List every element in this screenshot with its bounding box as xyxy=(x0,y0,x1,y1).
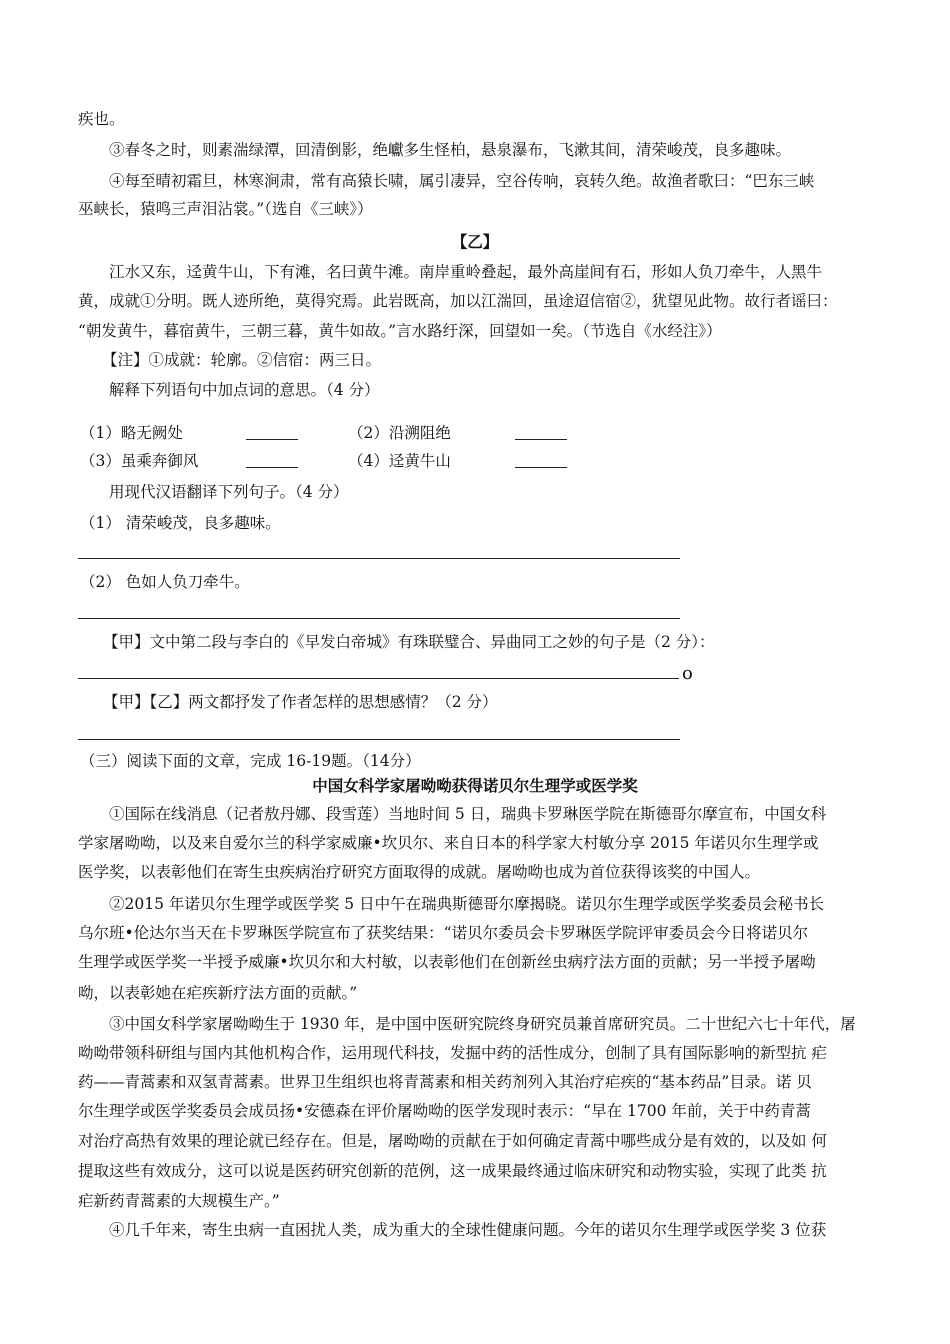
q-translate-s1: （1） 清荣峻茂，良多趣味。 xyxy=(80,514,281,532)
q-emotion: 【甲】【乙】两文都抒发了作者怎样的思想感情？（2 分） xyxy=(103,693,498,711)
jia-line-2b: 巫峡长，猿鸣三声泪沾裳。”（选自《三峡》） xyxy=(78,200,373,218)
article-p1-line-1: ①国际在线消息（记者敖丹娜、段雪莲）当地时间 5 日，瑞典卡罗琳医学院在斯德哥尔摩宣布，中国女科 xyxy=(109,805,827,823)
answer-blank-1[interactable] xyxy=(246,439,298,440)
jia-line-0: 疾也。 xyxy=(78,110,125,128)
q-translate-prompt: 用现代汉语翻译下列句子。（4 分） xyxy=(109,483,349,501)
article-p3-line-1: ③中国女科学家屠呦呦生于 1930 年，是中国中医研究院终身研究员兼首席研究员。二十世纪六七十年代，屠 xyxy=(109,1015,856,1033)
answer-blank-4[interactable] xyxy=(515,467,567,468)
q-explain-item-2: （2）沿溯阻绝 xyxy=(348,424,451,442)
answer-line-poem[interactable] xyxy=(78,678,679,679)
q-explain-prompt: 解释下列语句中加点词的意思。（4 分） xyxy=(109,381,380,399)
poem-end-mark: o xyxy=(682,663,693,684)
article-p3-line-5: 对治疗高热有效果的理论就已经存在。但是，屠呦呦的贡献在于如何确定青蒿中哪些成分是有效的，以及如 何 xyxy=(78,1132,827,1150)
article-p2-line-4: 呦，以表彰她在疟疾新疗法方面的贡献。” xyxy=(78,984,358,1002)
article-title: 中国女科学家屠呦呦获得诺贝尔生理学或医学奖 xyxy=(312,776,638,795)
article-p2-line-3: 生理学或医学奖一半授予威廉•坎贝尔和大村敏，以表彰他们在创新丝虫病疗法方面的贡献；另一半授予屠呦 xyxy=(78,953,816,971)
answer-line-translate-1[interactable] xyxy=(78,558,680,559)
article-p3-line-6: 提取这些有效成分，这可以说是医药研究创新的范例，这一成果最终通过临床研究和动物实验，实现了此类 抗 xyxy=(78,1162,827,1180)
article-p1-line-3: 医学奖，以表彰他们在寄生虫疾病治疗研究方面取得的成就。屠呦呦也成为首位获得该奖的中国人。 xyxy=(78,863,761,881)
answer-blank-3[interactable] xyxy=(246,467,298,468)
article-p1-line-2: 学家屠呦呦，以及来自爱尔兰的科学家威廉•坎贝尔、来自日本的科学家大村敏分享 2015 年诺贝尔生理学或 xyxy=(78,834,819,852)
section3-heading: （三）阅读下面的文章，完成 16-19题。（14分） xyxy=(80,752,421,770)
jia-line-1: ③春冬之时，则素湍绿潭，回清倒影，绝巘多生怪柏，悬泉瀑布，飞漱其间，清荣峻茂，良多趣味。 xyxy=(109,141,792,159)
answer-blank-2[interactable] xyxy=(515,439,567,440)
q-explain-item-3: （3）虽乘奔御风 xyxy=(80,452,199,470)
article-p3-line-7: 疟新药青蒿素的大规模生产。” xyxy=(78,1192,280,1210)
article-p3-line-3: 药——青蒿素和双氢青蒿素。世界卫生组织也将青蒿素和相关药剂列入其治疗疟疾的“基本药品”目录。诺 贝 xyxy=(78,1073,812,1091)
yi-title: 【乙】 xyxy=(451,232,499,251)
q-explain-item-1: （1）略无阙处 xyxy=(80,424,183,442)
q-poem: 【甲】文中第二段与李白的《早发白帝城》有珠联璧合、异曲同工之妙的句子是（2 分）： xyxy=(103,633,715,651)
yi-line-2: 黄，成就①分明。既人迹所绝，莫得究焉。此岩既高，加以江湍回，虽途迢信宿②，犹望见此物。故行者谣曰： xyxy=(78,292,838,310)
q-explain-item-4: （4）迳黄牛山 xyxy=(348,452,451,470)
article-p2-line-1: ②2015 年诺贝尔生理学或医学奖 5 日中午在瑞典斯德哥尔摩揭晓。诺贝尔生理学或医学奖委员会秘书长 xyxy=(109,895,825,913)
jia-line-2a: ④每至晴初霜旦，林寒涧肃，常有高猿长啸，属引凄异，空谷传响，哀转久绝。故渔者歌曰：“巴东三峡 xyxy=(109,172,815,190)
article-p3-line-4: 尔生理学或医学奖委员会成员扬•安德森在评价屠呦呦的医学发现时表示：“早在 1700 年前，关于中药青蒿 xyxy=(78,1102,811,1120)
article-p4-line-1: ④几千年来，寄生虫病一直困扰人类，成为重大的全球性健康问题。今年的诺贝尔生理学或医学奖 3 位获 xyxy=(109,1221,827,1239)
note: 【注】①成就：轮廓。②信宿：两三日。 xyxy=(102,351,382,369)
article-p2-line-2: 乌尔班•伦达尔当天在卡罗琳医学院宣布了获奖结果：“诺贝尔委员会卡罗琳医学院评审委员会今日将诺贝尔 xyxy=(78,924,809,942)
article-p3-line-2: 呦呦带领科研组与国内其他机构合作，运用现代科技，发掘中药的活性成分，创制了具有国际影响的新型抗 疟 xyxy=(78,1044,827,1062)
yi-line-3: “朝发黄牛，暮宿黄牛，三朝三暮，黄牛如故。”言水路纡深，回望如一矣。（节选自《水经注》） xyxy=(78,322,722,340)
answer-line-emotion[interactable] xyxy=(78,739,680,740)
answer-line-translate-2[interactable] xyxy=(78,618,680,619)
q-translate-s2: （2） 色如人负刀牵牛。 xyxy=(80,573,250,591)
yi-line-1: 江水又东，迳黄牛山，下有滩，名曰黄牛滩。南岸重岭叠起，最外高崖间有石，形如人负刀牵牛，人黑牛 xyxy=(109,263,823,281)
